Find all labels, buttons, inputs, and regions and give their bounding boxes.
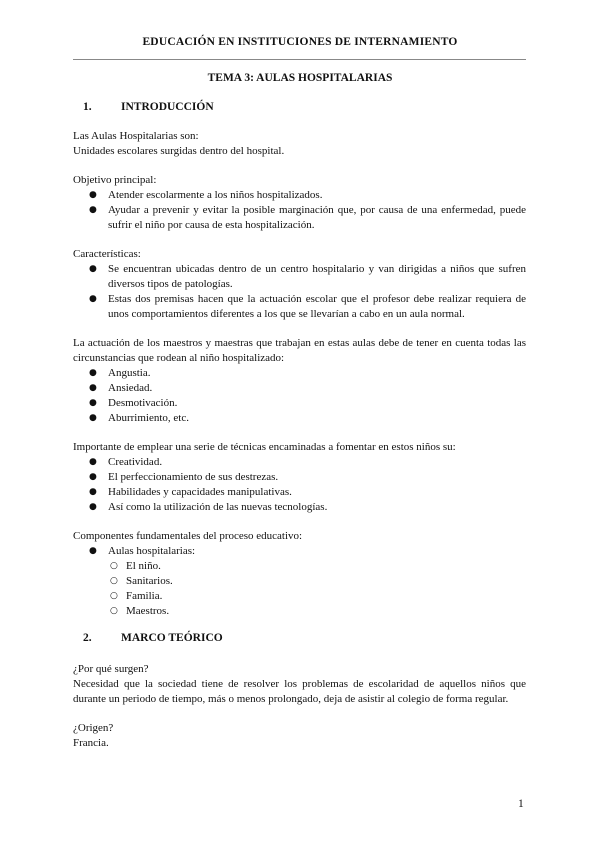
sub-list-componentes: [73, 559, 526, 619]
paragraph: La actuación de los maestros y maestras que trabajan en estas aulas debe de tener en cuenta todas las circunstancias que rodean al niño hospitalizado:: [73, 337, 526, 364]
list-item: ● El perfeccionamiento de sus destrezas.: [89, 470, 526, 485]
sub-list-item: ○ Maestros.: [110, 604, 526, 619]
section-heading-marco-teorico: [73, 631, 526, 646]
list-item: ● Estas dos premisas hacen que la actuación escolar que el profesor debe realizar requiera de unos comportamientos diferentes a los que se llevarían a cabo en un aula normal.: [89, 292, 526, 322]
list-item: ● Angustia.: [89, 366, 526, 381]
list-item: ● Creatividad.: [89, 455, 526, 470]
list-item: ● Atender escolarmente a los niños hospitalizados.: [89, 188, 526, 203]
section-heading-introduccion: [73, 100, 526, 115]
bullet-list-componentes: [73, 544, 526, 559]
sub-list-item: ○ El niño.: [110, 559, 526, 574]
list-item-text: Aulas hospitalarias:: [108, 545, 196, 557]
bullet-list-objetivo: [73, 188, 526, 233]
header-divider: [73, 59, 526, 60]
list-item: ● Ayudar a prevenir y evitar la posible marginación que, por causa de una enfermedad, puede sufrir el niño por causa de esta hospitalización.: [89, 203, 526, 233]
list-item: ● Se encuentran ubicadas dentro de un centro hospitalario y van dirigidas a niños que sufren diversos tipos de patologías.: [89, 262, 526, 292]
paragraph: Importante de emplear una serie de técnicas encaminadas a fomentar en estos niños su:: [73, 441, 456, 453]
paragraph: Objetivo principal:: [73, 174, 157, 186]
paragraph: Características:: [73, 248, 141, 260]
paragraph: Componentes fundamentales del proceso educativo:: [73, 530, 303, 542]
bullet-list-actuacion: [73, 366, 526, 426]
list-item: ● Desmotivación.: [89, 396, 526, 411]
section-title: MARCO TEÓRICO: [121, 632, 223, 644]
list-item: ● Así como la utilización de las nuevas tecnologías.: [89, 500, 526, 515]
document-header: EDUCACIÓN EN INSTITUCIONES DE INTERNAMIENTO: [142, 36, 458, 48]
list-item: ● Habilidades y capacidades manipulativas.: [89, 485, 526, 500]
question: ¿Origen?: [73, 722, 114, 734]
list-item: ● Ansiedad.: [89, 381, 526, 396]
list-item: [89, 544, 526, 559]
paragraph: Necesidad que la sociedad tiene de resolver los problemas de escolaridad de aquellos niños que durante un periodo de tiempo, más o menos prolongado, deja de asistir al colegio de forma regular.: [73, 678, 526, 705]
bullet-list-caracteristicas: [73, 262, 526, 322]
question: ¿Por qué surgen?: [73, 663, 149, 675]
section-number: 2.: [83, 632, 92, 644]
document-body: [73, 100, 526, 751]
paragraph: Unidades escolares surgidas dentro del hospital.: [73, 145, 285, 157]
list-item: ● Aburrimiento, etc.: [89, 411, 526, 426]
section-number: 1.: [83, 101, 92, 113]
sub-list-item: ○ Sanitarios.: [110, 574, 526, 589]
paragraph: Las Aulas Hospitalarias son:: [73, 130, 199, 142]
paragraph: Francia.: [73, 737, 109, 749]
sub-list-item: ○ Familia.: [110, 589, 526, 604]
page-number: 1: [518, 798, 524, 810]
bullet-list-tecnicas: [73, 455, 526, 515]
section-title: INTRODUCCIÓN: [121, 101, 214, 113]
topic-title: TEMA 3: AULAS HOSPITALARIAS: [207, 72, 393, 84]
